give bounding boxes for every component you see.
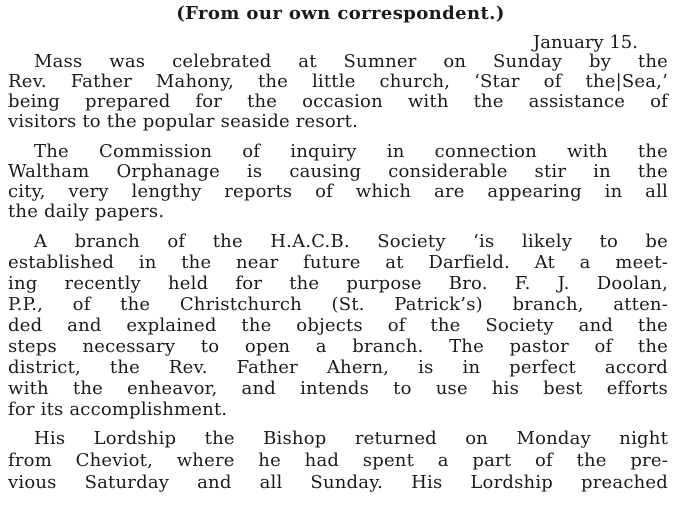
paragraph-2-line-2: Waltham Orphanage is causing considerable stir in the bbox=[8, 161, 668, 182]
paragraph-1-line-1: Mass was celebrated at Sumner on Sunday by the bbox=[34, 51, 668, 72]
paragraph-3-line-8: with the enheavor, and intends to use his best efforts bbox=[8, 378, 668, 399]
paragraph-3-line-4: P.P., of the Christchurch (St. Patrick’s) branch, atten- bbox=[8, 294, 668, 315]
paragraph-3-line-7: district, the Rev. Father Ahern, is in perfect accord bbox=[8, 357, 668, 378]
paragraph-2-line-3: city, very lengthy reports of which are appearing in all bbox=[8, 181, 668, 202]
paragraph-1-line-4: visitors to the popular seaside resort. bbox=[8, 111, 359, 132]
article-dateline: January 15. bbox=[533, 32, 638, 53]
paragraph-3-line-3: ing recently held for the purpose Bro. F. J. Doolan, bbox=[8, 273, 668, 294]
article-heading: (From our own correspondent.) bbox=[176, 3, 505, 24]
paragraph-3-line-5: ded and explained the objects of the Society and the bbox=[8, 315, 668, 336]
paragraph-4-line-2: from Cheviot, where he had spent a part of the pre- bbox=[8, 450, 668, 471]
paragraph-3-line-9: for its accomplishment. bbox=[8, 399, 228, 420]
paragraph-4-line-3: vious Saturday and all Sunday. His Lordship preached bbox=[8, 472, 668, 493]
paragraph-1-line-2: Rev. Father Mahony, the little church, ‘Star of the|Sea,’ bbox=[8, 71, 668, 92]
paragraph-3-line-6: steps necessary to open a branch. The pastor of the bbox=[8, 336, 668, 357]
paragraph-3-line-1: A branch of the H.A.C.B. Society ‘is likely to be bbox=[34, 231, 668, 252]
paragraph-2-line-1: The Commission of inquiry in connection with the bbox=[34, 141, 668, 162]
paragraph-3-line-2: established in the near future at Darfield. At a meet- bbox=[8, 252, 668, 273]
paragraph-4-line-1: His Lordship the Bishop returned on Monday night bbox=[34, 428, 668, 449]
paragraph-2-line-4: the daily papers. bbox=[8, 201, 165, 222]
paragraph-1-line-3: being prepared for the occasion with the assistance of bbox=[8, 91, 668, 112]
